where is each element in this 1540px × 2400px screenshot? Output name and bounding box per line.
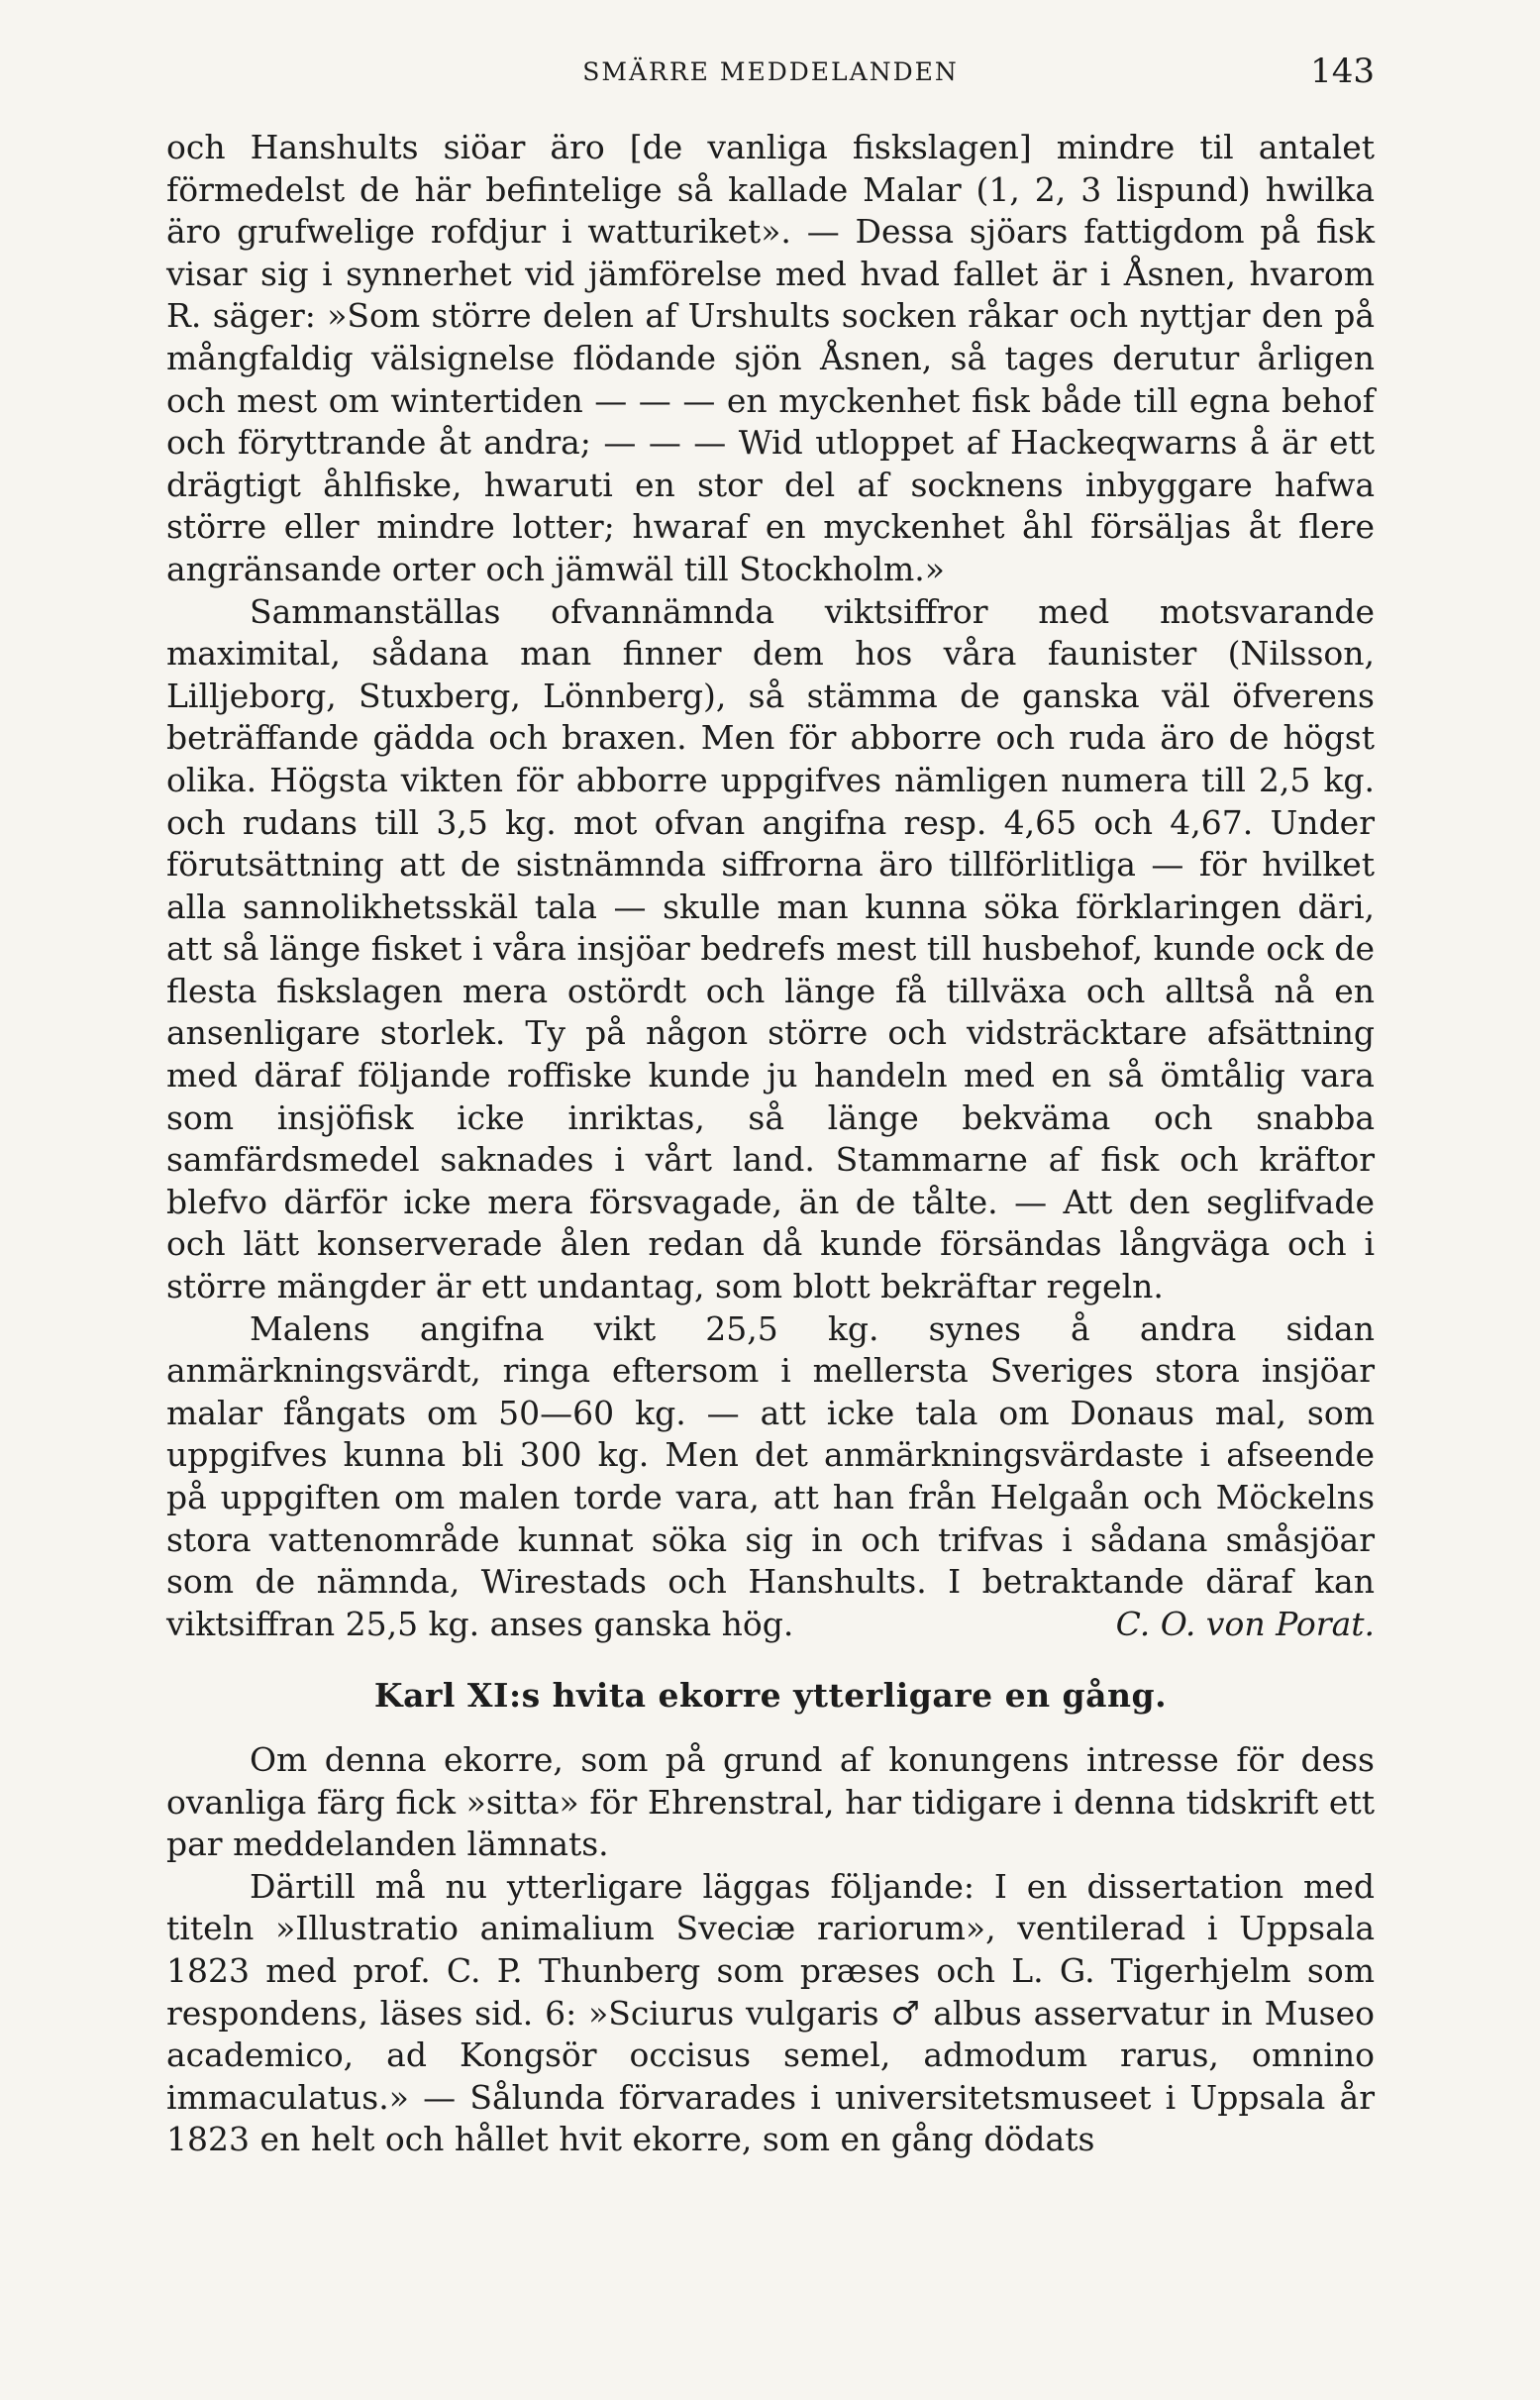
paragraph-3 (166, 1308, 1375, 1646)
page-number: 143 (1310, 52, 1375, 91)
paragraph-4: Om denna ekorre, som på grund af konungens intresse för dess ovanliga färg fick »sitta» för Ehrenstral, har tidigare i denna tidskrift ett par meddelanden lämnats. (166, 1739, 1375, 1864)
running-title: SMÄRRE MEDDELANDEN (582, 57, 959, 86)
paragraph-3-text: Malens angifna vikt 25,5 kg. synes å andra sidan anmärkningsvärdt, ringa eftersom i mellersta Sveriges stora insjöar malar fångats om 50—60 kg. — att icke tala om Donaus mal, som uppgifves kunna bli 300 kg. Men det anmärkningsvärdaste i afseende på uppgiften om malen torde vara, att han från Helgaån och Möckelns stora vattenområde kunnat söka sig in och trifvas i sådana småsjöar som de nämnda, Wirestads och Hanshults. I betraktande däraf kan viktsiffran 25,5 kg. anses ganska hög. (166, 1308, 1375, 1643)
paragraph-2: Sammanställas ofvannämnda viktsiffror med motsvarande maximital, sådana man finner dem hos våra faunister (Nilsson, Lilljeborg, Stuxberg, Lönnberg), så stämma de ganska väl öfverens beträffande gädda och braxen. Men för abborre och ruda äro de högst olika. Högsta vikten för abborre uppgifves nämligen numera till 2,5 kg. och rudans till 3,5 kg. mot ofvan angifna resp. 4,65 och 4,67. Under förutsättning att de sistnämnda siffrorna äro tillförlitliga — för hvilket alla sannolikhetsskäl tala — skulle man kunna söka förklaringen däri, att så länge fisket i våra insjöar bedrefs mest till husbehof, kunde ock de flesta fiskslagen mera ostördt och länge få tillväxa och alltså nå en ansenligare storlek. Ty på någon större och vidsträcktare afsättning med däraf följande roffiske kunde ju handeln med en så ömtålig vara som insjöfisk icke inriktas, så länge bekväma och snabba samfärdsmedel saknades i vårt land. Stammarne af fisk och kräftor blefvo därför icke mera försvagade, än de tålte. — Att den seglifvade och lätt konserverade ålen redan då kunde försändas långväga och i större mängder är ett undantag, som blott bekräftar regeln. (166, 591, 1375, 1306)
paragraph-1: och Hanshults siöar äro [de vanliga fiskslagen] mindre til antalet förmedelst de här befintelige så kallade Malar (1, 2, 3 lispund) hwilka äro grufwelige rofdjur i watturiket». — Dessa sjöars fattigdom på fisk visar sig i synnerhet vid jämförelse med hvad fallet är i Åsnen, hvarom R. säger: »Som större delen af Urshults socken råkar och nyttjar den på mångfaldig välsignelse flödande sjön Åsnen, så tages derutur årligen och mest om wintertiden — — — en myckenhet fisk både till egna behof och föryttrande åt andra; — — — Wid utloppet af Hackeqwarns å är ett drägtigt åhlfiske, hwaruti en stor del af socknens inbyggare hafwa större eller mindre lotter; hwaraf en myckenhet åhl försäljas åt flere angränsande orter och jämwäl till Stockholm.» (166, 128, 1375, 588)
author-signature: C. O. von Porat. (1115, 1604, 1375, 1643)
paragraph-5: Därtill må nu ytterligare läggas följande: I en dissertation med titeln »Illustratio animalium Sveciæ rariorum», ventilerad i Uppsala 1823 med prof. C. P. Thunberg som præses och L. G. Tigerhjelm som respondens, läses sid. 6: »Sciurus vulgaris ♂ albus asservatur in Museo academico, ad Kongsör occisus semel, admodum rarus, omnino immaculatus.» — Sålunda förvarades i universitetsmuseet i Uppsala år 1823 en helt och hållet hvit ekorre, som en gång dödats (166, 1866, 1375, 2159)
running-head (166, 52, 1375, 95)
section-heading: Karl XI:s hvita ekorre ytterligare en gång. (373, 1676, 1168, 1716)
body-text (166, 127, 1375, 2161)
